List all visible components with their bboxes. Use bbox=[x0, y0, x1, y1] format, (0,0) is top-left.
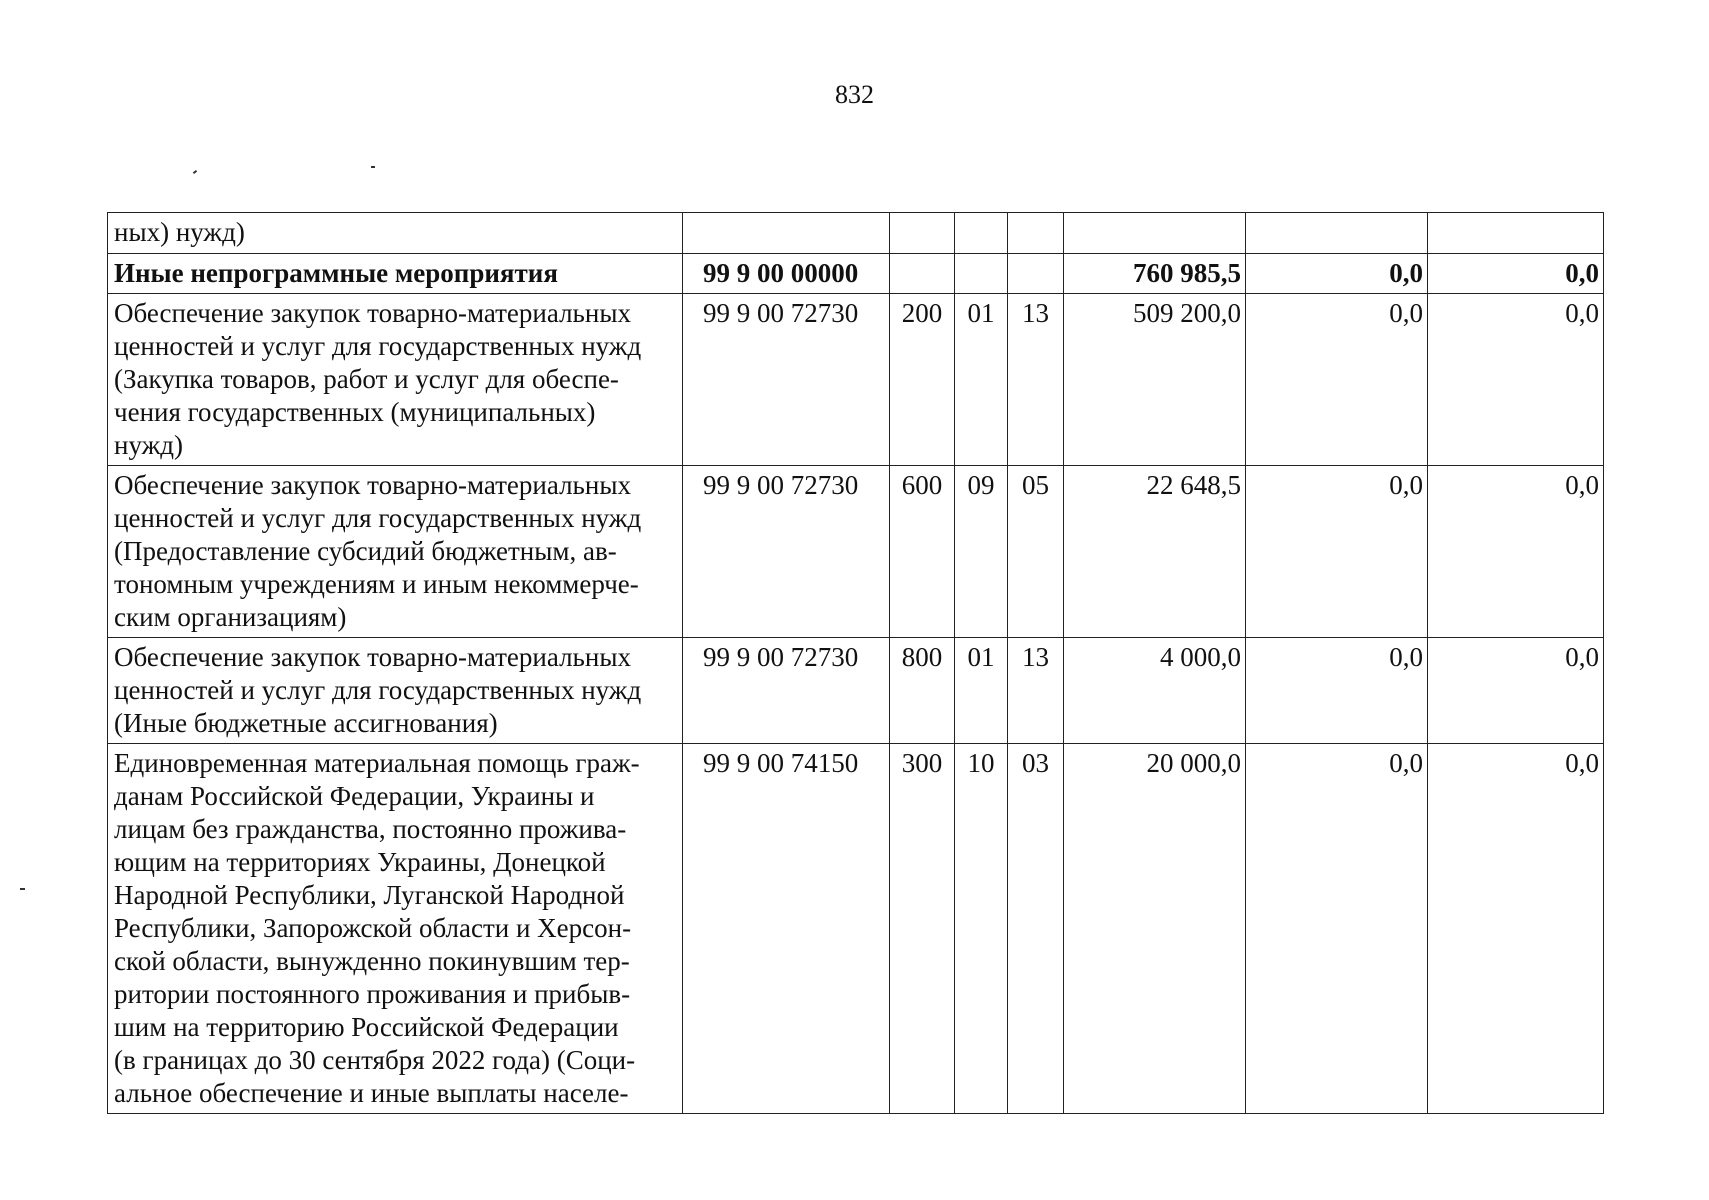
target-code-cell: 99 9 00 00000 bbox=[683, 254, 890, 294]
page-number: 832 bbox=[835, 80, 874, 109]
description-line: тономным учреждениям и иным некоммерче- bbox=[114, 569, 639, 599]
description-line: чения государственных (муниципальных) bbox=[114, 397, 596, 427]
description-line: Обеспечение закупок товарно-материальных bbox=[114, 298, 631, 328]
scan-speck bbox=[20, 888, 25, 890]
row-description bbox=[108, 466, 683, 638]
section-cell: 01 bbox=[955, 294, 1008, 466]
description-line: данам Российской Федерации, Украины и bbox=[114, 781, 595, 811]
amount2-cell: 0,0 bbox=[1246, 466, 1428, 638]
row-description bbox=[108, 213, 683, 254]
expense-type-cell bbox=[890, 213, 955, 254]
amount-cell: 20 000,0 bbox=[1064, 744, 1246, 1114]
description-line: (Предоставление субсидий бюджетным, ав- bbox=[114, 536, 617, 566]
description-line: ценностей и услуг для государственных нужд bbox=[114, 331, 642, 361]
row-description bbox=[108, 254, 683, 294]
description-line: Республики, Запорожской области и Херсон- bbox=[114, 913, 632, 943]
subsection-cell: 13 bbox=[1008, 294, 1064, 466]
target-code-cell: 99 9 00 72730 bbox=[683, 638, 890, 744]
row-description bbox=[108, 294, 683, 466]
description-line: Народной Республики, Луганской Народной bbox=[114, 880, 625, 910]
description-line: ценностей и услуг для государственных нужд bbox=[114, 503, 642, 533]
expense-type-cell: 300 bbox=[890, 744, 955, 1114]
section-cell: 09 bbox=[955, 466, 1008, 638]
amount-cell: 22 648,5 bbox=[1064, 466, 1246, 638]
description-line: Обеспечение закупок товарно-материальных bbox=[114, 642, 631, 672]
target-code-cell: 99 9 00 72730 bbox=[683, 466, 890, 638]
amount3-cell: 0,0 bbox=[1428, 294, 1604, 466]
section-cell bbox=[955, 213, 1008, 254]
amount3-cell bbox=[1428, 213, 1604, 254]
section-cell bbox=[955, 254, 1008, 294]
subsection-cell: 13 bbox=[1008, 638, 1064, 744]
expense-type-cell bbox=[890, 254, 955, 294]
amount3-cell: 0,0 bbox=[1428, 466, 1604, 638]
description-line: ритории постоянного проживания и прибыв- bbox=[114, 979, 631, 1009]
amount3-cell: 0,0 bbox=[1428, 638, 1604, 744]
amount3-cell: 0,0 bbox=[1428, 254, 1604, 294]
description-line: ющим на территориях Украины, Донецкой bbox=[114, 847, 606, 877]
description-line: альное обеспечение и иные выплаты населе- bbox=[114, 1078, 629, 1108]
description-line: ценностей и услуг для государственных нужд bbox=[114, 675, 642, 705]
description-line: ской области, вынужденно покинувшим тер- bbox=[114, 946, 630, 976]
amount2-cell: 0,0 bbox=[1246, 254, 1428, 294]
description-line: нужд) bbox=[114, 430, 183, 460]
target-code-cell: 99 9 00 74150 bbox=[683, 744, 890, 1114]
scan-speck bbox=[193, 170, 197, 174]
table-row bbox=[108, 744, 1604, 1114]
description-line: лицам без гражданства, постоянно прожива- bbox=[114, 814, 627, 844]
table-row bbox=[108, 254, 1604, 294]
subsection-cell bbox=[1008, 213, 1064, 254]
amount3-cell: 0,0 bbox=[1428, 744, 1604, 1114]
table-row bbox=[108, 638, 1604, 744]
description-line: Единовременная материальная помощь граж- bbox=[114, 748, 640, 778]
expense-type-cell: 800 bbox=[890, 638, 955, 744]
subsection-cell: 05 bbox=[1008, 466, 1064, 638]
table-row bbox=[108, 466, 1604, 638]
budget-table bbox=[107, 212, 1604, 1114]
amount-cell: 4 000,0 bbox=[1064, 638, 1246, 744]
description-line: (в границах до 30 сентября 2022 года) (Соци- bbox=[114, 1045, 636, 1075]
expense-type-cell: 200 bbox=[890, 294, 955, 466]
amount2-cell: 0,0 bbox=[1246, 638, 1428, 744]
description-line: Обеспечение закупок товарно-материальных bbox=[114, 470, 631, 500]
section-cell: 10 bbox=[955, 744, 1008, 1114]
table-row bbox=[108, 213, 1604, 254]
amount2-cell: 0,0 bbox=[1246, 294, 1428, 466]
description-line: (Иные бюджетные ассигнования) bbox=[114, 708, 498, 738]
scan-speck bbox=[371, 166, 375, 168]
table-row bbox=[108, 294, 1604, 466]
amount-cell: 760 985,5 bbox=[1064, 254, 1246, 294]
amount2-cell: 0,0 bbox=[1246, 744, 1428, 1114]
target-code-cell: 99 9 00 72730 bbox=[683, 294, 890, 466]
amount-cell bbox=[1064, 213, 1246, 254]
subsection-cell bbox=[1008, 254, 1064, 294]
row-description bbox=[108, 744, 683, 1114]
description-line: ским организациям) bbox=[114, 602, 347, 632]
amount-cell: 509 200,0 bbox=[1064, 294, 1246, 466]
section-cell: 01 bbox=[955, 638, 1008, 744]
expense-type-cell: 600 bbox=[890, 466, 955, 638]
description-line: Иные непрограммные мероприятия bbox=[114, 258, 558, 288]
description-line: (Закупка товаров, работ и услуг для обеспе- bbox=[114, 364, 619, 394]
description-line: шим на территорию Российской Федерации bbox=[114, 1012, 619, 1042]
row-description bbox=[108, 638, 683, 744]
subsection-cell: 03 bbox=[1008, 744, 1064, 1114]
target-code-cell bbox=[683, 213, 890, 254]
amount2-cell bbox=[1246, 213, 1428, 254]
description-line: ных) нужд) bbox=[114, 217, 245, 247]
